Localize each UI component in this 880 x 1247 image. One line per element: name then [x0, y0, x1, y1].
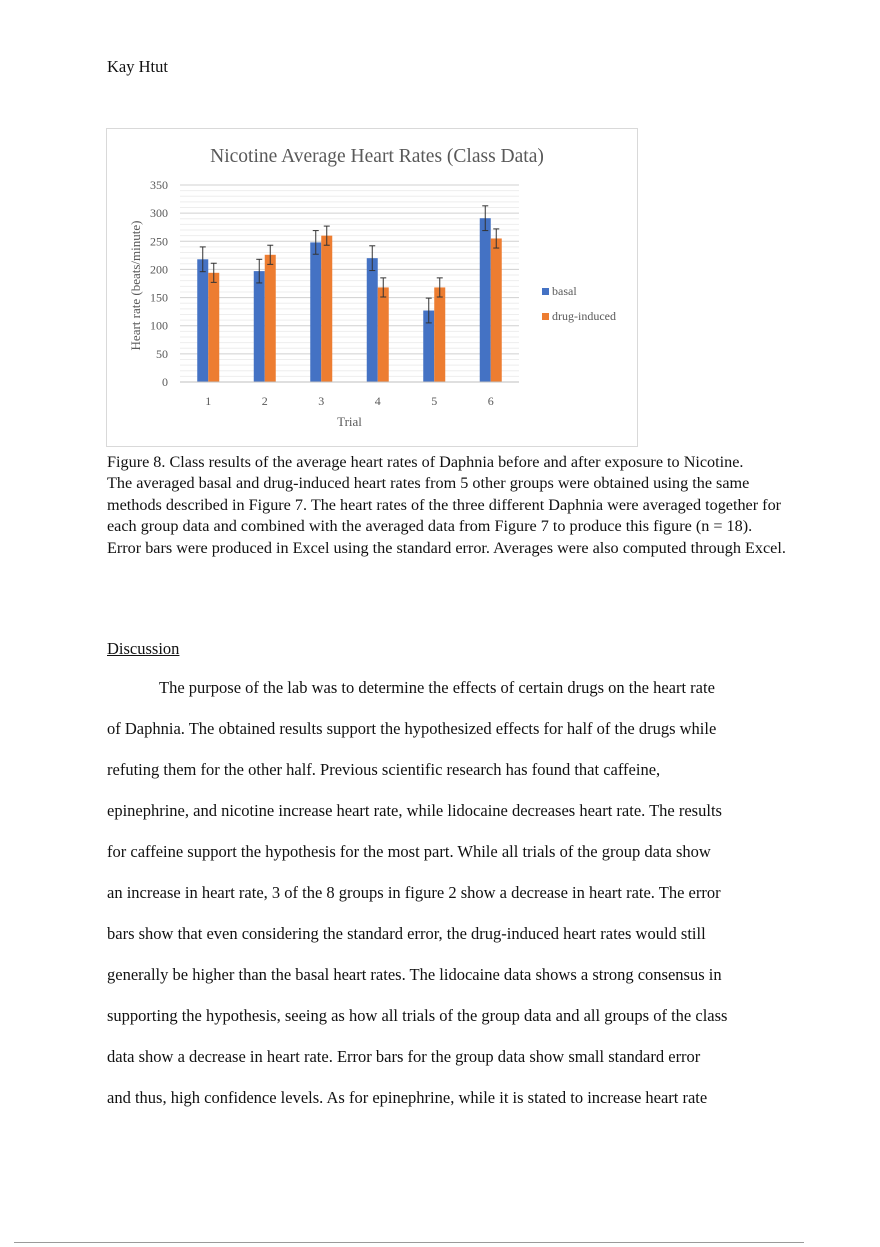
bar-drug-induced: [434, 287, 445, 382]
chart-title: Nicotine Average Heart Rates (Class Data): [210, 146, 544, 167]
author-name: Kay Htut: [107, 57, 168, 76]
caption-text: The averaged basal and drug-induced heart rates from 5 other groups were obtained using the same methods described in Figure 7. The heart rates of the three different Daphnia were averaged together for each group data and combined with the averaged data from Figure 7 to produce this figure (n = 18). Error bars were produced in Excel using the standard error. Averages were also computed through Excel.: [107, 474, 786, 557]
body-line: refuting them for the other half. Previous scientific research has found that caffeine,: [107, 760, 661, 779]
body-line: epinephrine, and nicotine increase heart rate, while lidocaine decreases heart rate. The results: [107, 801, 722, 820]
bar-drug-induced: [321, 236, 332, 382]
body-line: data show a decrease in heart rate. Error bars for the group data show small standard error: [107, 1047, 701, 1066]
x-tick-label: 2: [261, 394, 268, 408]
y-tick-label: 300: [150, 206, 168, 221]
y-tick-label: 250: [150, 234, 168, 249]
body-line: an increase in heart rate, 3 of the 8 groups in figure 2 show a decrease in heart rate. The error: [107, 883, 721, 902]
x-tick-label: 4: [374, 394, 381, 408]
legend-swatch: [542, 288, 549, 295]
body-line: and thus, high confidence levels. As for epinephrine, while it is stated to increase heart rate: [107, 1088, 708, 1107]
bar-basal: [310, 242, 321, 382]
y-tick-label: 200: [150, 262, 168, 277]
body-line: supporting the hypothesis, seeing as how all trials of the group data and all groups of the class: [107, 1006, 728, 1025]
body-line: The purpose of the lab was to determine the effects of certain drugs on the heart rate: [159, 678, 715, 697]
y-tick-label: 100: [150, 318, 168, 333]
x-tick-label: 3: [318, 394, 325, 408]
y-tick-label: 150: [150, 290, 168, 305]
body-line: for caffeine support the hypothesis for the most part. While all trials of the group data show: [107, 842, 711, 861]
discussion-heading: Discussion: [107, 639, 180, 658]
bar-drug-induced: [491, 238, 502, 382]
y-tick-label: 0: [162, 375, 168, 389]
bar-basal: [480, 218, 491, 382]
x-tick-label: 6: [487, 394, 494, 408]
bar-basal: [197, 259, 208, 382]
bar-drug-induced: [265, 255, 276, 382]
figure-caption: [107, 452, 787, 559]
caption-title: Figure 8. Class results of the average heart rates of Daphnia before and after exposure to Nicotine.: [107, 453, 744, 471]
footer-rule: [14, 1242, 804, 1243]
bar-basal: [367, 258, 378, 382]
bar-drug-induced: [378, 287, 389, 382]
bar-basal: [254, 271, 265, 382]
chart-svg: [107, 129, 637, 446]
x-tick-label: 1: [205, 394, 212, 408]
x-axis-label: Trial: [337, 414, 362, 429]
y-axis-label: Heart rate (beats/minute): [128, 220, 143, 351]
x-tick-label: 5: [431, 394, 438, 408]
y-tick-label: 50: [156, 346, 168, 361]
legend-swatch: [542, 313, 549, 320]
body-line: bars show that even considering the standard error, the drug-induced heart rates would still: [107, 924, 706, 943]
body-line: of Daphnia. The obtained results support the hypothesized effects for half of the drugs while: [107, 719, 717, 738]
body-line: generally be higher than the basal heart rates. The lidocaine data shows a strong consensus in: [107, 965, 722, 984]
y-tick-label: 350: [150, 178, 168, 192]
legend-label: drug-induced: [552, 309, 616, 323]
nicotine-heart-rate-chart: [106, 128, 638, 447]
bar-drug-induced: [208, 273, 219, 382]
legend-label: basal: [552, 284, 577, 298]
